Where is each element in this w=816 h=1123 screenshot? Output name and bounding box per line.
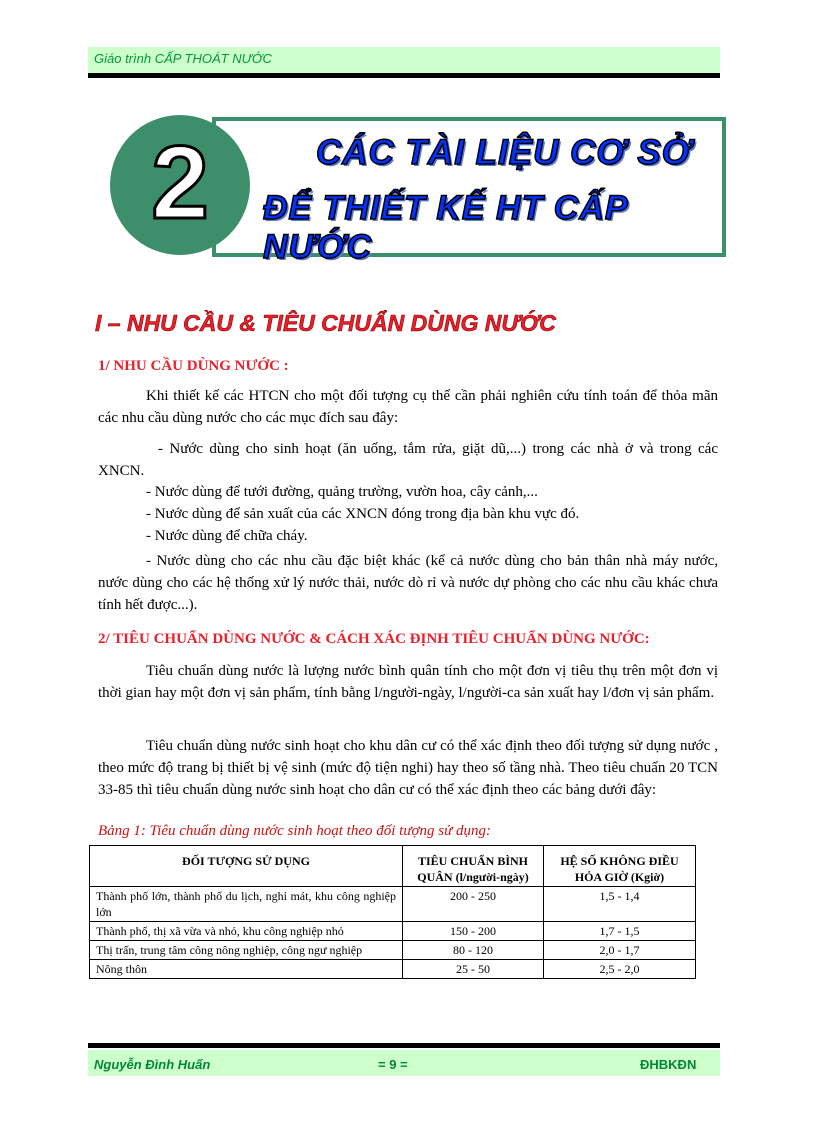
bullet-2: - Nước dùng để tưới đường, quảng trường, vườn hoa, cây cảnh,...	[146, 484, 538, 500]
bullet-1: - Nước dùng cho sinh hoạt (ăn uống, tắm rửa, giặt dũ,...) trong các nhà ở và trong các XNCN.	[98, 441, 718, 479]
table-cell: 150 - 200	[403, 922, 544, 941]
table-cell: 2,5 - 2,0	[544, 960, 696, 979]
header-rule	[88, 73, 720, 78]
table-cell: 2,0 - 1,7	[544, 941, 696, 960]
chapter-circle	[110, 115, 250, 255]
intro-paragraph: Khi thiết kế các HTCN cho một đối tượng cụ thể cần phải nghiên cứu tính toán để thỏa mãn các nhu cầu dùng nước cho các mục đích sau đây:	[98, 388, 718, 426]
table-row	[90, 887, 696, 922]
table-cell: 200 - 250	[403, 887, 544, 922]
table-cell: Thành phố, thị xã vừa và nhỏ, khu công nghiệp nhỏ	[90, 922, 403, 941]
chapter-title-line2: ĐỂ THIẾT KẾ HT CẤP NƯỚC	[263, 189, 628, 266]
table-row	[90, 960, 696, 979]
section-title: I – NHU CẦU & TIÊU CHUẨN DÙNG NƯỚC	[95, 310, 556, 336]
definition-paragraph: Tiêu chuẩn dùng nước là lượng nước bình quân tính cho một đơn vị tiêu thụ trên một đơn vị thời gian hay một đơn vị sản phẩm, tính bằng l/người-ngày, l/người-ca sản xuất hay l/đơn vị sản phẩm.	[98, 663, 718, 701]
bullet-4: - Nước dùng để chữa cháy.	[146, 528, 308, 544]
subheading-2: 2/ TIÊU CHUẨN DÙNG NƯỚC & CÁCH XÁC ĐỊNH TIÊU CHUẨN DÙNG NƯỚC:	[98, 631, 650, 647]
table-row	[90, 922, 696, 941]
page-number: = 9 =	[378, 1057, 408, 1072]
subheading-1: 1/ NHU CẦU DÙNG NƯỚC :	[98, 358, 289, 374]
table-header-row	[90, 846, 696, 887]
chapter-number: 2	[151, 125, 209, 241]
header-cell-subject: ĐỐI TƯỢNG SỬ DỤNG	[90, 846, 403, 887]
table-caption: Bảng 1: Tiêu chuẩn dùng nước sinh hoạt theo đối tượng sử dụng:	[98, 823, 492, 839]
standard-paragraph: Tiêu chuẩn dùng nước sinh hoạt cho khu dân cư có thể xác định theo đối tượng sử dụng nước , theo mức độ trang bị thiết bị vệ sinh (mức độ tiện nghi) hay theo số tầng nhà. Theo tiêu chuẩn 20 TCN 33-85 thì tiêu chuẩn dùng nước sinh hoạt cho dân cư có thể xác định theo các bảng dưới đây:	[98, 738, 718, 798]
header-cell-standard: TIÊU CHUẨN BÌNH QUÂN (l/người-ngày)	[403, 846, 544, 887]
bullet-3: - Nước dùng để sản xuất của các XNCN đóng trong địa bàn khu vực đó.	[146, 506, 580, 522]
footer-school: ĐHBKĐN	[640, 1057, 697, 1072]
table-cell: Nông thôn	[90, 960, 403, 979]
footer-author: Nguyễn Đình Huấn	[94, 1057, 211, 1072]
table-row	[90, 941, 696, 960]
chapter-banner	[110, 115, 722, 266]
table-cell: 1,5 - 1,4	[544, 887, 696, 922]
water-standard-table	[89, 845, 696, 979]
footer-rule	[88, 1043, 720, 1048]
table-cell: Thị trấn, trung tâm công nông nghiệp, công ngư nghiệp	[90, 941, 403, 960]
header-cell-coefficient: HỆ SỐ KHÔNG ĐIỀU HỎA GIỜ (Kgiờ)	[544, 846, 696, 887]
table-cell: 25 - 50	[403, 960, 544, 979]
table-cell: 80 - 120	[403, 941, 544, 960]
chapter-title-line1: CÁC TÀI LIỆU CƠ SỞ	[316, 133, 693, 172]
table-cell: 1,7 - 1,5	[544, 922, 696, 941]
header-title: Giáo trình CẤP THOÁT NƯỚC	[94, 51, 272, 66]
table-cell: Thành phố lớn, thành phố du lịch, nghỉ mát, khu công nghiệp lớn	[90, 887, 403, 922]
bullet-5: - Nước dùng cho các nhu cầu đặc biệt khác (kể cả nước dùng cho bản thân nhà máy nước, nước dùng cho các hệ thống xử lý nước thải, nước dò rỉ và nước dự phòng cho các nhu cầu khác chưa tính hết được...).	[98, 553, 718, 613]
